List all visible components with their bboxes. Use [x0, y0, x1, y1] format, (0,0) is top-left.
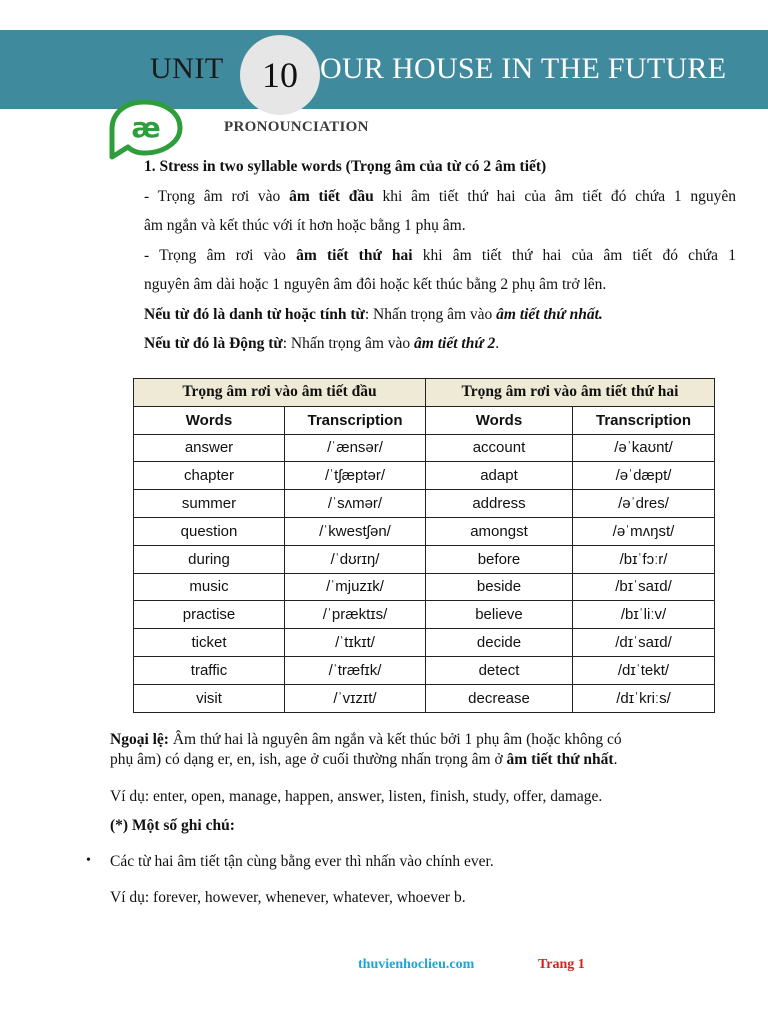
transcription-second-stress: /əˈdæpt/	[573, 462, 715, 490]
col-transcription-1: Transcription	[285, 406, 426, 434]
rule-second-bold: âm tiết thứ hai	[296, 247, 413, 264]
col-words-2: Words	[426, 406, 573, 434]
bullet-text: Các từ hai âm tiết tận cùng bằng ever thì nhấn vào chính ever.	[110, 853, 494, 870]
transcription-first-stress: /ˈænsər/	[285, 434, 426, 462]
rule-second-end: khi âm tiết thứ hai của âm tiết đó chứa 1	[412, 247, 736, 264]
transcription-first-stress: /ˈpræktɪs/	[285, 601, 426, 629]
rule-first-end: khi âm tiết thứ hai của âm tiết đó chứa 1 nguyên	[373, 188, 737, 205]
word-second-stress: before	[426, 545, 573, 573]
exception-label: Ngoại lệ:	[110, 731, 169, 748]
unit-number-badge: 10	[240, 35, 320, 115]
group-header-first: Trọng âm rơi vào âm tiết đầu	[134, 379, 426, 407]
table-row	[134, 629, 715, 657]
verb-rule-em: âm tiết thứ 2	[414, 335, 496, 352]
rule-first-syllable-cont: âm ngắn và kết thúc với ít hơn hoặc bằng 1 phụ âm.	[144, 217, 466, 234]
bullet-example: Ví dụ: forever, however, whenever, whatever, whoever b.	[110, 889, 466, 906]
exception-bold: âm tiết thứ nhất	[506, 751, 614, 768]
exception-example: Ví dụ: enter, open, manage, happen, answer, listen, finish, study, offer, damage.	[110, 788, 603, 805]
section-title: PRONOUNCIATION	[224, 119, 369, 135]
table-row	[134, 517, 715, 545]
rule-heading-text: 1. Stress in two syllable words (Trọng âm của từ có 2 âm tiết)	[144, 158, 547, 175]
table-row	[134, 684, 715, 712]
transcription-first-stress: /ˈmjuzɪk/	[285, 573, 426, 601]
col-words-1: Words	[134, 406, 285, 434]
table-row	[134, 573, 715, 601]
bullet-dot: •	[86, 853, 91, 868]
noun-rule-em: âm tiết thứ nhất.	[496, 306, 603, 323]
footer-page-number: Trang 1	[538, 957, 585, 972]
transcription-first-stress: /ˈkwestʃən/	[285, 517, 426, 545]
transcription-first-stress: /ˈdʊrɪŋ/	[285, 545, 426, 573]
word-second-stress: believe	[426, 601, 573, 629]
exception-line2	[110, 750, 736, 770]
table-column-header	[134, 406, 715, 434]
rule-heading	[144, 157, 736, 177]
transcription-second-stress: /bɪˈfɔːr/	[573, 545, 715, 573]
word-first-stress: chapter	[134, 462, 285, 490]
word-second-stress: beside	[426, 573, 573, 601]
word-second-stress: decrease	[426, 684, 573, 712]
unit-banner	[0, 30, 768, 109]
word-first-stress: practise	[134, 601, 285, 629]
verb-rule-bold: Nếu từ đó là Động từ	[144, 335, 283, 352]
noun-rule	[144, 305, 736, 325]
word-first-stress: ticket	[134, 629, 285, 657]
table-group-header	[134, 379, 715, 407]
stress-table	[133, 378, 715, 713]
verb-rule-text: : Nhấn trọng âm vào	[282, 335, 415, 352]
transcription-second-stress: /dɪˈsaɪd/	[573, 629, 715, 657]
footer-site-link[interactable]: thuvienhoclieu.com	[358, 957, 475, 972]
word-second-stress: detect	[426, 656, 573, 684]
ae-speech-bubble-icon	[108, 99, 186, 165]
table-row	[134, 656, 715, 684]
transcription-second-stress: /bɪˈsaɪd/	[573, 573, 715, 601]
word-first-stress: during	[134, 545, 285, 573]
table-row	[134, 545, 715, 573]
transcription-first-stress: /ˈtʃæptər/	[285, 462, 426, 490]
transcription-first-stress: /ˈsʌmər/	[285, 490, 426, 518]
verb-rule-end: .	[495, 335, 500, 352]
table-row	[134, 601, 715, 629]
word-second-stress: account	[426, 434, 573, 462]
word-first-stress: summer	[134, 490, 285, 518]
word-first-stress: answer	[134, 434, 285, 462]
word-first-stress: traffic	[134, 656, 285, 684]
word-second-stress: address	[426, 490, 573, 518]
rule-first-bold: âm tiết đầu	[289, 188, 374, 205]
transcription-second-stress: /əˈmʌŋst/	[573, 517, 715, 545]
transcription-first-stress: /ˈtræfɪk/	[285, 656, 426, 684]
transcription-second-stress: /əˈdres/	[573, 490, 715, 518]
table-row	[134, 490, 715, 518]
rule-second-syllable-cont: nguyên âm dài hoặc 1 nguyên âm đôi hoặc kết thúc bằng 2 phụ âm trở lên.	[144, 276, 607, 293]
noun-rule-bold: Nếu từ đó là danh từ hoặc tính từ	[144, 306, 365, 323]
unit-label: UNIT	[150, 52, 224, 85]
word-first-stress: visit	[134, 684, 285, 712]
verb-rule	[144, 334, 736, 354]
word-first-stress: question	[134, 517, 285, 545]
transcription-second-stress: /bɪˈliːv/	[573, 601, 715, 629]
transcription-second-stress: /əˈkaʊnt/	[573, 434, 715, 462]
col-transcription-2: Transcription	[573, 406, 715, 434]
noun-rule-text: : Nhấn trọng âm vào	[364, 306, 497, 323]
notes-heading-text: (*) Một số ghi chú:	[110, 817, 235, 834]
word-second-stress: amongst	[426, 517, 573, 545]
table-row	[134, 462, 715, 490]
transcription-second-stress: /dɪˈtekt/	[573, 656, 715, 684]
transcription-second-stress: /dɪˈkriːs/	[573, 684, 715, 712]
rule-second-syllable	[144, 246, 736, 266]
transcription-first-stress: /ˈvɪzɪt/	[285, 684, 426, 712]
notes-heading	[110, 816, 736, 836]
word-second-stress: adapt	[426, 462, 573, 490]
exception-text: Âm thứ hai là nguyên âm ngắn và kết thúc bởi 1 phụ âm (hoặc không có	[168, 731, 622, 748]
group-header-second: Trọng âm rơi vào âm tiết thứ hai	[426, 379, 715, 407]
rule-first-start: - Trọng âm rơi vào	[144, 188, 290, 205]
exception-end: .	[613, 751, 618, 768]
ae-glyph: æ	[131, 111, 161, 144]
exception-text-2: phụ âm) có dạng er, en, ish, age ở cuối thường nhấn trọng âm ở	[110, 751, 507, 768]
unit-title: OUR HOUSE IN THE FUTURE	[320, 52, 727, 85]
rule-first-syllable	[144, 187, 736, 207]
table-row	[134, 434, 715, 462]
word-second-stress: decide	[426, 629, 573, 657]
word-first-stress: music	[134, 573, 285, 601]
exception-line1	[110, 730, 736, 750]
rule-second-start: - Trọng âm rơi vào	[144, 247, 297, 264]
transcription-first-stress: /ˈtɪkɪt/	[285, 629, 426, 657]
